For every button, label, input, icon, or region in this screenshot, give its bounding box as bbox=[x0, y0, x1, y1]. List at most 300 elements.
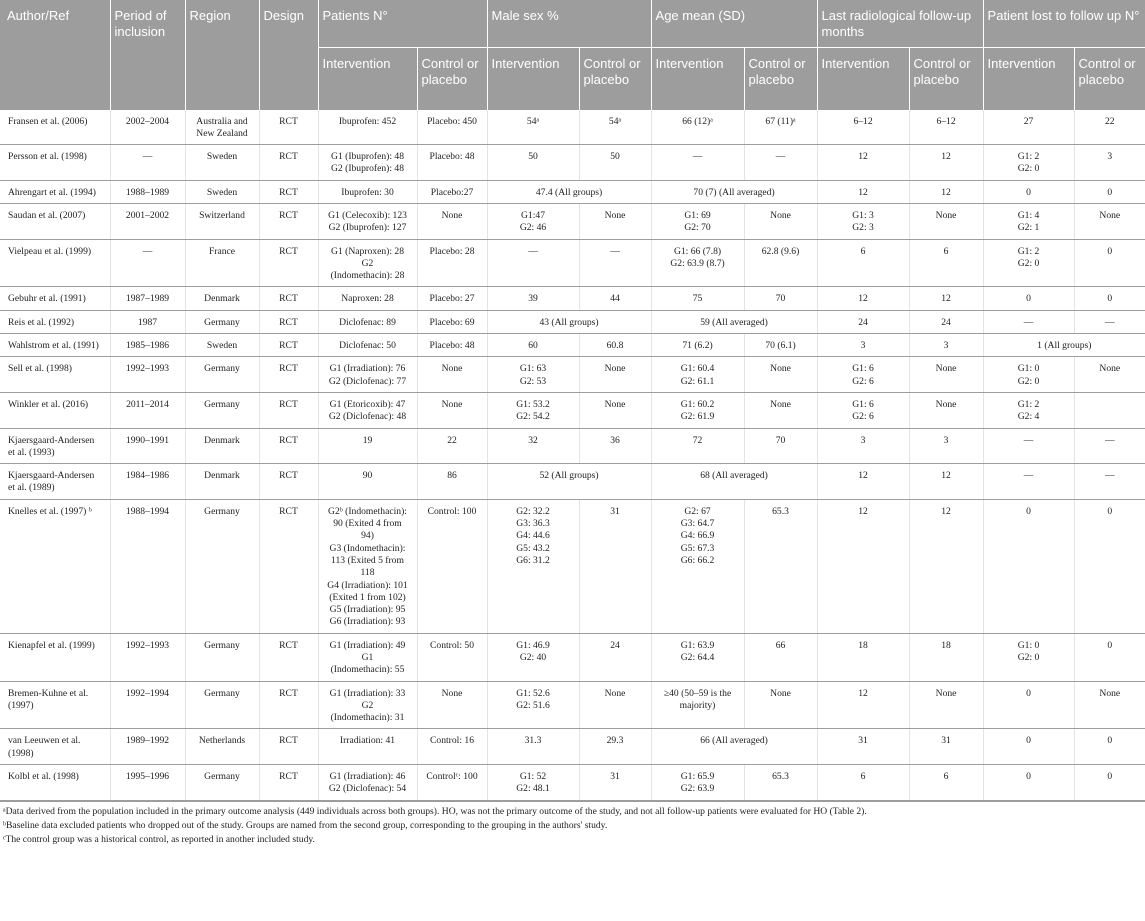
cell-design bbox=[259, 464, 318, 500]
cell-text: G1: 60.4 bbox=[680, 363, 715, 375]
cell-age-int bbox=[651, 109, 744, 145]
cell-author bbox=[0, 145, 110, 181]
cell-male-ctl bbox=[579, 681, 651, 729]
cell-text: 0 bbox=[1107, 186, 1113, 198]
cell-male-ctl bbox=[579, 334, 651, 357]
cell-text: RCT bbox=[279, 186, 298, 198]
cell-text: G2: 51.6 bbox=[516, 699, 550, 711]
cell-author bbox=[0, 310, 110, 333]
cell-lost-ctl bbox=[1074, 239, 1145, 287]
cell-text: G2: 32.2 bbox=[516, 505, 550, 517]
cell-text: G5: 67.3 bbox=[680, 542, 715, 554]
cell-period bbox=[110, 633, 185, 681]
cell-text: None bbox=[441, 363, 463, 375]
cell-fu-ctl bbox=[909, 681, 983, 729]
cell-text: RCT bbox=[279, 771, 298, 783]
cell-text: Sweden bbox=[206, 186, 238, 198]
cell-text: None bbox=[1099, 687, 1121, 699]
cell-region bbox=[185, 464, 259, 500]
cell-text: 24 bbox=[610, 639, 620, 651]
cell-text: RCT bbox=[279, 735, 298, 747]
cell-author bbox=[0, 499, 110, 633]
cell-age-int bbox=[651, 765, 744, 801]
cell-text: Germany bbox=[204, 687, 240, 699]
cell-fu-int bbox=[817, 499, 909, 633]
cell-male-int bbox=[487, 428, 579, 464]
cell-fu-int bbox=[817, 109, 909, 145]
cell-text: G2 (Diclofenac): 54 bbox=[328, 783, 407, 795]
cell-fu-ctl bbox=[909, 109, 983, 145]
cell-text: Placebo: 27 bbox=[429, 293, 475, 305]
cell-text: Reis et al. (1992) bbox=[8, 316, 75, 328]
footnotes bbox=[0, 801, 1145, 847]
cell-text: Placebo: 28 bbox=[429, 245, 475, 257]
cell-age-int bbox=[651, 392, 744, 428]
table-row bbox=[0, 499, 1145, 633]
cell-pat-ctl bbox=[417, 287, 487, 310]
header-male: Male sex % bbox=[487, 0, 651, 47]
cell-region bbox=[185, 239, 259, 287]
cell-age-int bbox=[651, 428, 744, 464]
cell-text: 0 bbox=[1107, 735, 1113, 747]
cell-male-int bbox=[487, 633, 579, 681]
cell-lost-ctl bbox=[1074, 428, 1145, 464]
cell-text: 1989–1992 bbox=[125, 735, 170, 747]
cell-fu-ctl bbox=[909, 357, 983, 393]
cell-text: 24 bbox=[858, 316, 868, 328]
cell-lost-int bbox=[983, 180, 1074, 203]
cell-text: RCT bbox=[279, 151, 298, 163]
cell-text: 94) bbox=[361, 530, 374, 542]
cell-text: None bbox=[770, 209, 791, 221]
cell-text: Controlᶜ: 100 bbox=[426, 771, 478, 783]
cell-text: 75 bbox=[692, 293, 703, 305]
cell-male-int bbox=[487, 499, 579, 633]
cell-text: None bbox=[604, 363, 626, 375]
cell-text: 1990–1991 bbox=[125, 434, 170, 446]
cell-text: 12 bbox=[858, 687, 868, 699]
cell-text: G2: 48.1 bbox=[516, 783, 550, 795]
cell-lost-ctl bbox=[1074, 392, 1145, 428]
cell-fu-int bbox=[817, 681, 909, 729]
cell-text: 1995–1996 bbox=[125, 771, 170, 783]
cell-pat-int bbox=[318, 765, 417, 801]
cell-period bbox=[110, 203, 185, 239]
cell-text: 3 bbox=[943, 340, 949, 352]
cell-text: Netherlands bbox=[198, 735, 246, 747]
cell-fu-ctl bbox=[909, 203, 983, 239]
cell-male-span bbox=[487, 310, 651, 333]
cell-male-span bbox=[487, 464, 651, 500]
cell-age-int bbox=[651, 681, 744, 729]
cell-fu-ctl bbox=[909, 499, 983, 633]
cell-text: 60 bbox=[528, 340, 538, 352]
cell-text: G5: 43.2 bbox=[516, 542, 550, 554]
cell-text: G1 (Irradiation): 76 bbox=[329, 363, 406, 375]
cell-region bbox=[185, 180, 259, 203]
cell-text: 67 (11)ᵃ bbox=[765, 115, 796, 127]
cell-text: 59 (All averaged) bbox=[700, 316, 768, 328]
cell-text: 1992–1993 bbox=[125, 639, 170, 651]
cell-lost-int bbox=[983, 464, 1074, 500]
table-row bbox=[0, 334, 1145, 357]
cell-text: None bbox=[935, 209, 957, 221]
cell-text: Ahrengart et al. (1994) bbox=[8, 186, 96, 198]
cell-text: RCT bbox=[279, 340, 298, 352]
cell-text: G2: 1 bbox=[1017, 222, 1040, 234]
cell-pat-ctl bbox=[417, 239, 487, 287]
cell-text: RCT bbox=[279, 209, 298, 221]
cell-fu-int bbox=[817, 310, 909, 333]
cell-lost-int bbox=[983, 392, 1074, 428]
cell-design bbox=[259, 239, 318, 287]
cell-fu-int bbox=[817, 729, 909, 765]
cell-text: (Indomethacin): 55 bbox=[330, 664, 405, 676]
cell-text: — bbox=[1105, 316, 1115, 328]
header-age: Age mean (SD) bbox=[651, 0, 817, 47]
cell-fu-int bbox=[817, 357, 909, 393]
cell-text: (1997) bbox=[8, 699, 34, 711]
cell-text: G1: 60.2 bbox=[680, 398, 715, 410]
cell-male-int bbox=[487, 392, 579, 428]
cell-pat-int bbox=[318, 109, 417, 145]
cell-region bbox=[185, 681, 259, 729]
cell-age-int bbox=[651, 499, 744, 633]
cell-text: G5 (Irradiation): 95 bbox=[329, 604, 406, 616]
cell-region bbox=[185, 357, 259, 393]
table-row bbox=[0, 681, 1145, 729]
cell-region bbox=[185, 499, 259, 633]
cell-text: G1: 2 bbox=[1017, 245, 1040, 257]
cell-text: 18 bbox=[941, 639, 951, 651]
cell-period bbox=[110, 287, 185, 310]
cell-period bbox=[110, 357, 185, 393]
cell-text: G2 (Diclofenac): 77 bbox=[328, 375, 407, 387]
cell-text: None bbox=[935, 398, 957, 410]
cell-lost-int bbox=[983, 109, 1074, 145]
cell-text: Germany bbox=[204, 639, 240, 651]
cell-text: G1 (Irradiation): 49 bbox=[329, 639, 406, 651]
cell-period bbox=[110, 310, 185, 333]
cell-lost-ctl bbox=[1074, 464, 1145, 500]
cell-text: RCT bbox=[279, 363, 298, 375]
cell-text: Ibuprofen: 452 bbox=[338, 115, 397, 127]
footnote-c: ᶜThe control group was a historical control, as reported in another included study. bbox=[3, 833, 315, 845]
cell-age-span bbox=[651, 464, 817, 500]
cell-pat-ctl bbox=[417, 392, 487, 428]
cell-age-span bbox=[651, 310, 817, 333]
cell-text: G1: 52.6 bbox=[516, 687, 550, 699]
cell-text: Placebo: 48 bbox=[429, 151, 475, 163]
cell-text: None bbox=[441, 687, 463, 699]
table-body bbox=[0, 109, 1145, 800]
cell-age-span bbox=[651, 729, 817, 765]
cell-text: RCT bbox=[279, 293, 298, 305]
cell-text: van Leeuwen et al. bbox=[8, 735, 81, 747]
table-row bbox=[0, 464, 1145, 500]
cell-fu-int bbox=[817, 392, 909, 428]
cell-text: 0 bbox=[1026, 505, 1031, 517]
cell-author bbox=[0, 464, 110, 500]
cell-text: et al. (1993) bbox=[8, 446, 55, 458]
cell-fu-ctl bbox=[909, 464, 983, 500]
cell-text: G4: 44.6 bbox=[516, 530, 550, 542]
cell-male-ctl bbox=[579, 499, 651, 633]
cell-fu-ctl bbox=[909, 334, 983, 357]
cell-pat-ctl bbox=[417, 633, 487, 681]
cell-fu-ctl bbox=[909, 765, 983, 801]
cell-text: RCT bbox=[279, 505, 298, 517]
cell-male-ctl bbox=[579, 392, 651, 428]
cell-lost-ctl bbox=[1074, 681, 1145, 729]
cell-text: 3 bbox=[860, 340, 866, 352]
cell-lost-ctl bbox=[1074, 357, 1145, 393]
cell-design bbox=[259, 681, 318, 729]
cell-fu-int bbox=[817, 203, 909, 239]
cell-text: Ibuprofen: 30 bbox=[341, 186, 394, 198]
cell-text: 54ᵃ bbox=[608, 115, 622, 127]
cell-age-int bbox=[651, 203, 744, 239]
cell-text: G1: 3 bbox=[852, 209, 874, 221]
cell-text: 31 bbox=[941, 735, 951, 747]
cell-male-ctl bbox=[579, 287, 651, 310]
table-row bbox=[0, 729, 1145, 765]
cell-design bbox=[259, 310, 318, 333]
table-row bbox=[0, 633, 1145, 681]
cell-pat-ctl bbox=[417, 357, 487, 393]
cell-text: G2 (Ibuprofen): 127 bbox=[328, 222, 407, 234]
subheader-intervention: Intervention bbox=[817, 47, 909, 109]
cell-lost-int bbox=[983, 765, 1074, 801]
cell-pat-int bbox=[318, 310, 417, 333]
cell-text: G1: 65.9 bbox=[680, 771, 715, 783]
cell-age-ctl bbox=[744, 765, 817, 801]
cell-text: G1: 63 bbox=[519, 363, 547, 375]
cell-text: Germany bbox=[204, 771, 240, 783]
cell-male-int bbox=[487, 334, 579, 357]
cell-text: Control: 16 bbox=[430, 735, 474, 747]
cell-text: None bbox=[770, 398, 791, 410]
cell-text: Denmark bbox=[204, 434, 240, 446]
cell-text: — bbox=[1023, 316, 1034, 328]
header-followup: Last radiological follow-up months bbox=[817, 0, 983, 47]
cell-text: 12 bbox=[858, 293, 868, 305]
cell-male-int bbox=[487, 287, 579, 310]
cell-design bbox=[259, 145, 318, 181]
cell-fu-int bbox=[817, 239, 909, 287]
cell-text: 1988–1994 bbox=[125, 505, 170, 517]
cell-text: 50 bbox=[610, 151, 620, 163]
cell-text: G2: 53 bbox=[519, 375, 547, 387]
cell-text: 29.3 bbox=[606, 735, 624, 747]
cell-text: G2: 63.9 bbox=[680, 783, 715, 795]
cell-author bbox=[0, 357, 110, 393]
cell-age-int bbox=[651, 287, 744, 310]
cell-pat-ctl bbox=[417, 334, 487, 357]
cell-text: 12 bbox=[941, 151, 951, 163]
cell-lost-int bbox=[983, 239, 1074, 287]
cell-lost-ctl bbox=[1074, 203, 1145, 239]
cell-fu-int bbox=[817, 428, 909, 464]
cell-lost-int bbox=[983, 287, 1074, 310]
cell-text: 12 bbox=[858, 186, 868, 198]
cell-pat-ctl bbox=[417, 180, 487, 203]
cell-text: Sell et al. (1998) bbox=[8, 363, 72, 375]
cell-period bbox=[110, 499, 185, 633]
cell-period bbox=[110, 109, 185, 145]
cell-pat-ctl bbox=[417, 145, 487, 181]
cell-text: Kjaersgaard-Andersen bbox=[8, 470, 95, 482]
cell-text: 118 bbox=[360, 567, 375, 579]
cell-text: — bbox=[692, 151, 703, 163]
cell-period bbox=[110, 239, 185, 287]
cell-text: Germany bbox=[204, 316, 240, 328]
cell-text: 47.4 (All groups) bbox=[535, 186, 603, 198]
cell-text: RCT bbox=[279, 245, 298, 257]
cell-text: Kienapfel et al. (1999) bbox=[8, 639, 95, 651]
cell-pat-int bbox=[318, 334, 417, 357]
cell-lost-ctl bbox=[1074, 499, 1145, 633]
cell-text: ≥40 (50–59 is the bbox=[663, 687, 732, 699]
cell-fu-int bbox=[817, 180, 909, 203]
header-region: Region bbox=[185, 0, 259, 109]
cell-text: G2: 3 bbox=[852, 222, 874, 234]
cell-age-ctl bbox=[744, 109, 817, 145]
cell-design bbox=[259, 357, 318, 393]
cell-text: G4: 66.9 bbox=[680, 530, 715, 542]
cell-text: G2: 4 bbox=[1017, 411, 1040, 423]
cell-text: Germany bbox=[204, 363, 240, 375]
cell-text: G1: 4 bbox=[1017, 209, 1040, 221]
cell-lost-int bbox=[983, 357, 1074, 393]
cell-fu-ctl bbox=[909, 428, 983, 464]
cell-text: 12 bbox=[858, 505, 868, 517]
cell-author bbox=[0, 239, 110, 287]
cell-text: 2001–2002 bbox=[125, 209, 170, 221]
cell-author bbox=[0, 287, 110, 310]
header-lost: Patient lost to follow up N° bbox=[983, 0, 1145, 47]
cell-age-ctl bbox=[744, 392, 817, 428]
cell-male-int bbox=[487, 357, 579, 393]
cell-text: 72 bbox=[692, 434, 703, 446]
cell-text: 27 bbox=[1023, 115, 1034, 127]
cell-text: 65.3 bbox=[772, 771, 789, 783]
cell-lost-int bbox=[983, 729, 1074, 765]
cell-text: G2 bbox=[361, 699, 374, 711]
cell-text: Sweden bbox=[206, 340, 238, 352]
cell-text: None bbox=[770, 363, 791, 375]
cell-text: G1 (Celecoxib): 123 bbox=[328, 209, 407, 221]
cell-text: G1: 46.9 bbox=[516, 639, 550, 651]
cell-text: 6 bbox=[860, 245, 866, 257]
cell-text: 1987–1989 bbox=[125, 293, 170, 305]
cell-text: 6–12 bbox=[936, 115, 956, 127]
cell-text: 113 (Exited 5 from bbox=[331, 554, 404, 566]
subheader-control: Control or placebo bbox=[744, 47, 817, 109]
table-row bbox=[0, 765, 1145, 801]
cell-text: Diclofenac: 50 bbox=[339, 340, 396, 352]
cell-age-ctl bbox=[744, 357, 817, 393]
cell-text: 6–12 bbox=[853, 115, 873, 127]
cell-age-ctl bbox=[744, 287, 817, 310]
table-row bbox=[0, 109, 1145, 145]
cell-age-ctl bbox=[744, 499, 817, 633]
cell-text: 3 bbox=[943, 434, 949, 446]
cell-text: G2: 64.4 bbox=[680, 652, 715, 663]
cell-lost-ctl bbox=[1074, 633, 1145, 681]
cell-text: 24 bbox=[941, 316, 951, 328]
cell-text: G1: 63.9 bbox=[680, 639, 715, 651]
cell-text: G2: 61.9 bbox=[680, 411, 715, 423]
cell-text: Kolbl et al. (1998) bbox=[8, 771, 79, 783]
cell-text: RCT bbox=[279, 316, 298, 328]
cell-text: 3 bbox=[860, 434, 866, 446]
cell-text: G6: 31.2 bbox=[516, 554, 550, 566]
cell-design bbox=[259, 109, 318, 145]
cell-text: 70 (7) (All averaged) bbox=[693, 186, 775, 198]
cell-text: G2ᵇ (Indomethacin): bbox=[328, 505, 407, 517]
table-row bbox=[0, 392, 1145, 428]
cell-text: G1 bbox=[361, 652, 374, 663]
cell-text: G2: 0 bbox=[1017, 652, 1040, 663]
cell-lost-ctl bbox=[1074, 180, 1145, 203]
cell-text: 12 bbox=[941, 470, 951, 482]
cell-lost-ctl bbox=[1074, 145, 1145, 181]
cell-male-int bbox=[487, 109, 579, 145]
cell-text: 0 bbox=[1026, 186, 1031, 198]
cell-lost-int bbox=[983, 681, 1074, 729]
cell-text: 50 bbox=[528, 151, 538, 163]
cell-text: G1: 2 bbox=[1017, 151, 1040, 163]
subheader-control: Control or placebo bbox=[909, 47, 983, 109]
cell-text: 12 bbox=[941, 293, 951, 305]
cell-text: Winkler et al. (2016) bbox=[8, 398, 89, 410]
subheader-control: Control or placebo bbox=[579, 47, 651, 109]
cell-text: RCT bbox=[279, 434, 298, 446]
cell-text: G1: 6 bbox=[852, 398, 874, 410]
cell-text: G6: 66.2 bbox=[680, 554, 715, 566]
cell-region bbox=[185, 109, 259, 145]
cell-text: G1: 6 bbox=[852, 363, 874, 375]
cell-text: Germany bbox=[204, 398, 240, 410]
cell-text: 0 bbox=[1107, 245, 1113, 257]
cell-text: G2: 70 bbox=[684, 222, 711, 234]
cell-text: G2: 6 bbox=[852, 411, 874, 423]
cell-fu-ctl bbox=[909, 287, 983, 310]
header-author: Author/Ref bbox=[0, 0, 110, 109]
cell-author bbox=[0, 109, 110, 145]
cell-text: 31 bbox=[610, 505, 620, 517]
subheader-intervention: Intervention bbox=[318, 47, 417, 109]
cell-text: Fransen et al. (2006) bbox=[8, 115, 88, 127]
cell-pat-ctl bbox=[417, 310, 487, 333]
cell-text: 90 bbox=[362, 470, 373, 482]
cell-text: — bbox=[142, 151, 153, 163]
cell-text: G1 (Naproxen): 28 bbox=[331, 245, 404, 257]
cell-text: G1: 2 bbox=[1017, 398, 1040, 410]
cell-design bbox=[259, 729, 318, 765]
cell-text: 66 (All averaged) bbox=[700, 735, 768, 747]
cell-text: Irradiation: 41 bbox=[339, 735, 396, 747]
cell-text: 1988–1989 bbox=[125, 186, 170, 198]
cell-male-ctl bbox=[579, 428, 651, 464]
cell-text: G1: 66 (7.8) bbox=[673, 245, 722, 257]
cell-text: G4 (Irradiation): 101 bbox=[327, 579, 408, 591]
cell-fu-int bbox=[817, 145, 909, 181]
table-row bbox=[0, 203, 1145, 239]
cell-pat-ctl bbox=[417, 681, 487, 729]
cell-text: — bbox=[610, 245, 620, 257]
